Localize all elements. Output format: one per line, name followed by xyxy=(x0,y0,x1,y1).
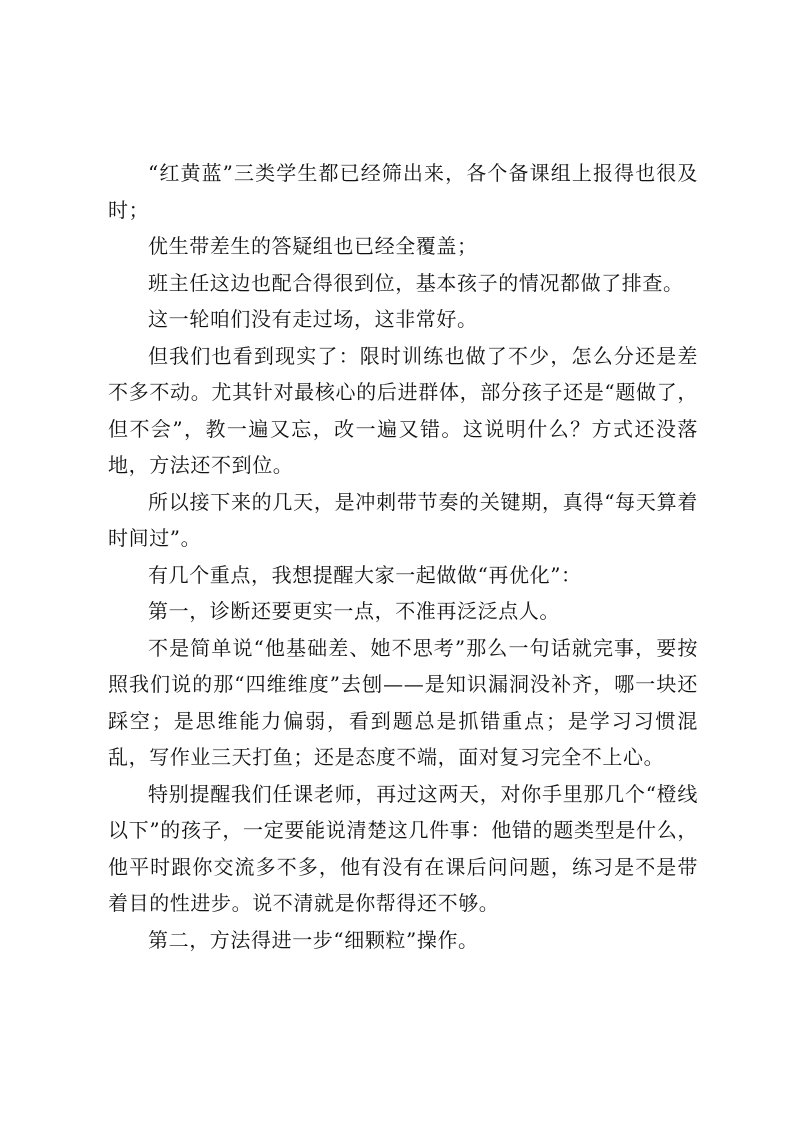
document-body xyxy=(108,155,698,958)
paragraph-6: 所以接下来的几天，是冲刺带节奏的关键期，真得“每天算着时间过”。 xyxy=(108,489,698,550)
paragraph-3: 班主任这边也配合得很到位，基本孩子的情况都做了排查。 xyxy=(148,270,684,295)
paragraph-9: 不是简单说“他基础差、她不思考”那么一句话就完事，要按照我们说的那“四维维度”去刨——是知识漏洞没补齐，哪一块还踩空；是思维能力偏弱，看到题总是抓错重点；是学习习惯混乱，写作业三天打鱼；还是态度不端，面对复习完全不上心。 xyxy=(108,635,698,769)
paragraph-5: 但我们也看到现实了：限时训练也做了不少，怎么分还是差不多不动。尤其针对最核心的后进群体，部分孩子还是“题做了，但不会”，教一遍又忘，改一遍又错。这说明什么？方式还没落地，方法还不到位。 xyxy=(108,343,698,477)
paragraph-2: 优生带差生的答疑组也已经全覆盖； xyxy=(148,234,478,258)
paragraph-4: 这一轮咱们没有走过场，这非常好。 xyxy=(148,307,478,331)
paragraph-8: 第一，诊断还要更实一点，不准再泛泛点人。 xyxy=(148,599,560,623)
paragraph-10: 特别提醒我们任课老师，再过这两天，对你手里那几个“橙线以下”的孩子，一定要能说清楚这几件事：他错的题类型是什么，他平时跟你交流多不多，他有没有在课后问问题，练习是不是带着目的性进步。说不清就是你帮得还不够。 xyxy=(108,781,698,915)
paragraph-1: “红黄蓝”三类学生都已经筛出来，各个备课组上报得也很及时； xyxy=(108,161,698,222)
paragraph-7: 有几个重点，我想提醒大家一起做做“再优化”： xyxy=(148,562,582,587)
paragraph-11: 第二，方法得进一步“细颗粒”操作。 xyxy=(148,927,479,952)
